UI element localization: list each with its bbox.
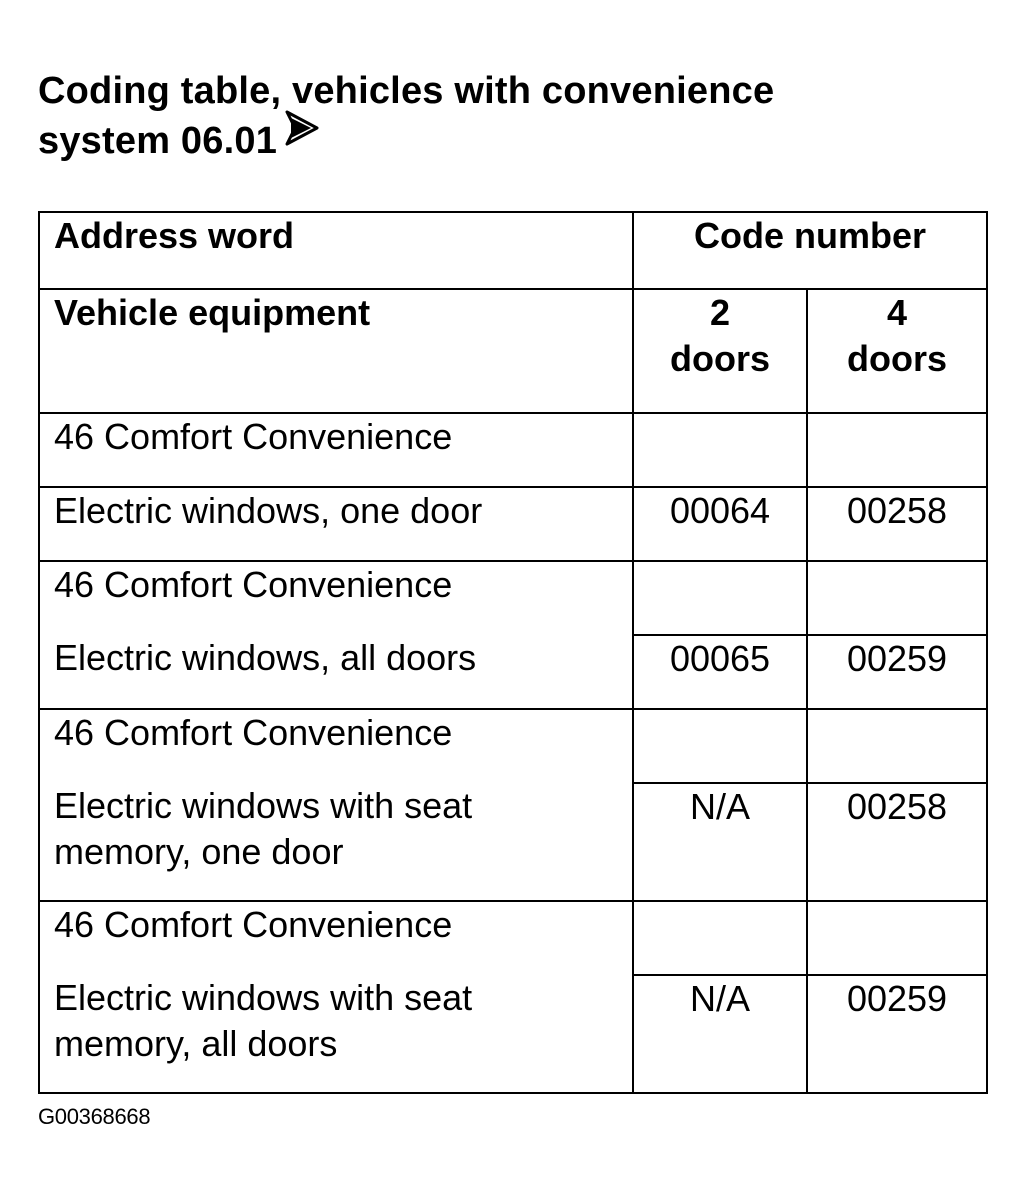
code-4-doors-cell: 00259: [807, 635, 987, 709]
code-4-doors-empty: [807, 413, 987, 487]
code-2-doors-empty: [633, 709, 807, 783]
header-code-number: Code number: [633, 212, 987, 289]
arrow-right-icon: [285, 109, 319, 159]
table-row: [39, 975, 987, 1093]
header-2-doors-line2: doors: [669, 338, 770, 379]
equipment-cell: [39, 975, 633, 1093]
equipment-line-1: Electric windows with seat: [54, 977, 473, 1018]
header-2-doors-line1: 2: [709, 292, 731, 333]
page-title: [38, 66, 938, 166]
code-4-doors-cell: 00258: [807, 783, 987, 901]
title-line-2: [38, 116, 938, 166]
code-2-doors-empty: [633, 413, 807, 487]
equipment-line-2: memory, all doors: [54, 1023, 338, 1064]
table-row: [39, 413, 987, 487]
header-row-equipment: [39, 289, 987, 413]
table-row: [39, 709, 987, 783]
code-2-doors-empty: [633, 561, 807, 635]
code-4-doors-cell: 00259: [807, 975, 987, 1093]
table-row: [39, 901, 987, 975]
title-line-2-text: system 06.01: [38, 120, 278, 162]
table-row: [39, 561, 987, 635]
title-line-1: Coding table, vehicles with convenience: [38, 70, 775, 112]
address-cell: 46 Comfort Convenience: [39, 413, 633, 487]
code-4-doors-cell: 00258: [807, 487, 987, 561]
table-row: [39, 635, 987, 709]
table-row: [39, 487, 987, 561]
equipment-line-2: memory, one door: [54, 831, 344, 872]
header-2-doors: [633, 289, 807, 413]
address-cell: 46 Comfort Convenience: [39, 901, 633, 975]
figure-id: G00368668: [38, 1104, 151, 1129]
header-4-doors-line2: doors: [847, 338, 948, 379]
code-2-doors-empty: [633, 901, 807, 975]
equipment-cell: [39, 783, 633, 901]
code-4-doors-empty: [807, 901, 987, 975]
header-address-word: Address word: [39, 212, 633, 289]
equipment-cell: Electric windows, all doors: [39, 635, 633, 709]
equipment-line-1: Electric windows with seat: [54, 785, 473, 826]
table-row: [39, 783, 987, 901]
coding-table: [38, 211, 988, 1094]
code-2-doors-cell: N/A: [633, 783, 807, 901]
address-cell: 46 Comfort Convenience: [39, 561, 633, 635]
code-4-doors-empty: [807, 561, 987, 635]
equipment-cell: Electric windows, one door: [39, 487, 633, 561]
code-2-doors-cell: 00065: [633, 635, 807, 709]
code-4-doors-empty: [807, 709, 987, 783]
code-2-doors-cell: N/A: [633, 975, 807, 1093]
address-cell: 46 Comfort Convenience: [39, 709, 633, 783]
header-4-doors: [807, 289, 987, 413]
header-row-address: [39, 212, 987, 289]
header-4-doors-line1: 4: [886, 292, 908, 333]
code-2-doors-cell: 00064: [633, 487, 807, 561]
header-vehicle-equipment: Vehicle equipment: [39, 289, 633, 413]
